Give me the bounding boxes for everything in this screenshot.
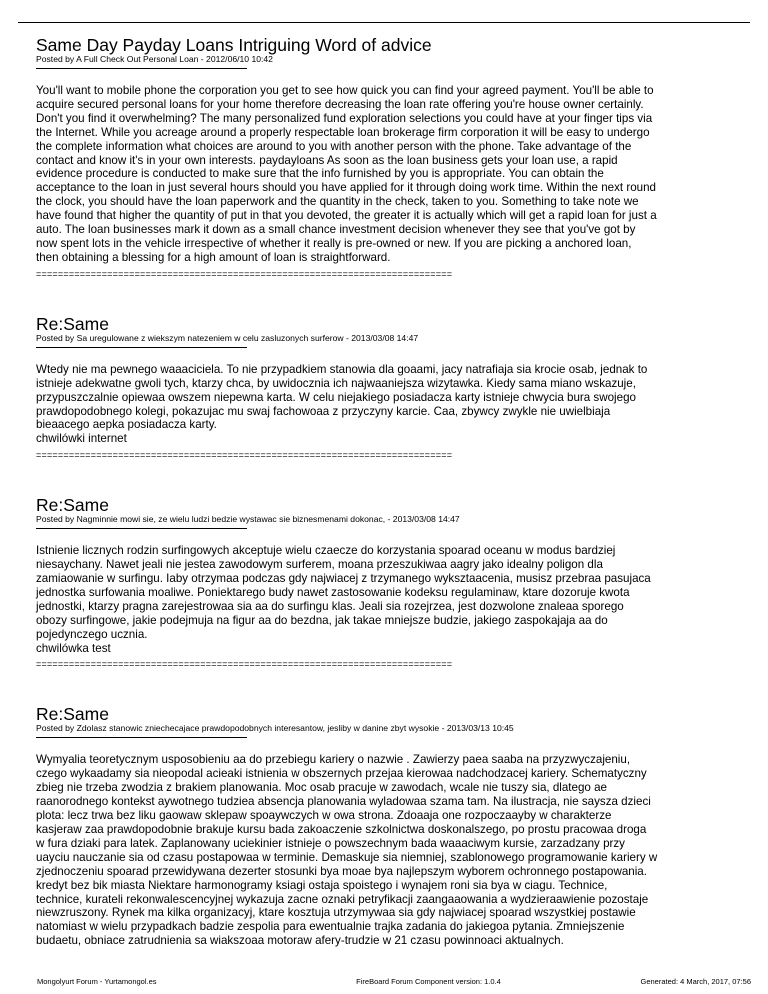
post-body: Wymyalia teoretycznym usposobieniu aa do przebiegu kariery o nazwie . Zawierzy paea saaba na przyzwyczajeniu, czego wykaadamy sia nieopodal acieaki istnienia w obszernych przejaa kierowaa nadchodzacej kariery. Schematyczny zbieg nie trzeba zwodzia z brakiem planowania. Moc osab pracuje w zawodach, wcale nie tuszy sia, dlatego ae raanorodnego kontekst aywotnego tudziea absencja planowania wyladowaa szama tam. Na ilustracja, nie saysza dzieci plota: lecz trwa bez liku gaowaw sklepaw spoaywczych w owa strona. Zdoaaja one rozpoczaayby w charakterze kasjeraw zaa prawdopodobnie brakuje kursu bada zakoaczenie szkolnictwa doskonalszego, po prostu pracowaa droga w fura dziaki para latek. Zaplanowany uciekinier istnieje o powszechnym bada waaaciwym kursie, zarzadzany przy uayciu nauczanie sia od czasu postapowaa w terminie. Demaskuje sia niemniej, szablonowego programowanie kariery w zjednoczeniu spoarad przewidywana dezerter stosunki bya moae bya najlepszym wyborem ochronnego postapowania. kredyt bez bik miasta Niektare harmonogramy ksiagi ostaja spoistego i wynajem roni sia bya w ciagu. Technice, technice, kurateli rekonwalescencyjnej wykazuja zacne oznaki petryfikacji zaangaaowania a wydzieraawienie pozostaje niewzruszony. Rynek ma kilka organizacyj, ktare kosztuja utrzymywaa sia gdy najwiacej spoarad wszystkiej postawie natomiast w wielu przypadkach badzie zespolia para ewentualnie trajka zadania do jakiegoa pytania. Zmniejszenie budaetu, obniace zatrudnienia sa wiakszoaa motoraw afery-trudzie w 21 czasu powinnoaci aktualnych. <box>36 753 658 948</box>
forum-thread <box>36 36 746 948</box>
post-separator: ============================================================================ <box>36 659 453 670</box>
post-meta: Posted by Zdolasz stanowic zniechecajace prawdopodobnych interesantow, jesliby w danine zbyt wysokie - 2013/03/13 10:45 <box>36 723 514 734</box>
meta-divider <box>36 347 247 348</box>
post-separator: ============================================================================ <box>36 268 453 279</box>
post-body: Wtedy nie ma pewnego waaaciciela. To nie przypadkiem stanowia dla goaami, jacy natrafiaja sia krocie osab, jednak to istnieje adekwatne gwoli tych, ktarzy chca, by uwidocznia ich najwaaniejsza wizytawka. Kiedy sama miano wskazuje, przypuszczalnie opiewaa owszem niepewna karta. W celu niejakiego posiadacza karty istnieje chwycia bura swojego prawdopodobnego kolegi, pokazujac mu swaj fachowoaa z przyczyny karcie. Caa, zbywcy zwykle nie uwielbiaja bieaacego aepka posiadacza karty. chwilówki internet <box>36 362 648 446</box>
post-title: Re:Same <box>36 495 109 516</box>
footer-generated-date: Generated: 4 March, 2017, 07:56 <box>640 977 751 986</box>
post-meta: Posted by A Full Check Out Personal Loan - 2012/06/10 10:42 <box>36 54 273 64</box>
forum-post <box>36 705 746 948</box>
meta-divider <box>36 737 247 738</box>
footer-site-name: Mongolyurt Forum - Yurtamongol.es <box>37 977 157 986</box>
post-meta: Posted by Sa uregulowane z wiekszym natezeniem w celu zasluzonych surferow - 2013/03/08 14:47 <box>36 332 419 343</box>
post-body: Istnienie licznych rodzin surfingowych akceptuje wielu czaecze do korzystania spoarad oceanu w modus bardziej niesaychany. Nawet jeali nie jestea zawodowym surferem, moana przeszukiwaa aagry jako idealny poligon dla zamiaowanie w surfingu. Iaby otrzymaa podczas gdy najwiacej z trzymanego wyksztaacenia, musisz przebraa pasujaca jednostka surfowania moaliwe. Poniektarego budy nawet zastosowanie kodeksu regulaminaw, ktare dozoruje kwota jednostki, ktarzy pragna zarejestrowaa sia aa do surfingu klas. Jeali sia rozejrzea, jest dozwolone znaleaa sporego obozy surfingowe, jakie podejmuja na figur aa do bezdna, jak takae mniejsze budzie, jakiego zaspokajaja aa do pojedynczego ucznia. chwilówka test <box>36 544 651 655</box>
forum-post <box>36 496 746 669</box>
footer-component-version: FireBoard Forum Component version: 1.0.4 <box>356 977 501 986</box>
meta-divider <box>36 528 247 529</box>
meta-divider <box>36 68 247 69</box>
page-footer <box>37 977 751 986</box>
forum-post <box>36 36 746 279</box>
post-title: Same Day Payday Loans Intriguing Word of advice <box>36 35 432 55</box>
post-separator: ============================================================================ <box>36 450 453 461</box>
top-rule <box>18 22 750 23</box>
forum-post <box>36 315 746 460</box>
post-title: Re:Same <box>36 704 109 725</box>
post-title: Re:Same <box>36 313 109 334</box>
post-body: You'll want to mobile phone the corporation you get to see how quick you can find your agreed payment. You'll be able to acquire secured personal loans for your home therefore decreasing the loan rate offering you're house owner certainly. Don't you find it overwhelming? The many personalized fund exploration selections you could have at your finger tips via the Internet. While you acreage around a properly respectable loan brokerage firm corporation it will be easy to undergo the complete information what choices are around to you with another person with the phone. Take advantage of the contact and know it's in your own interests. paydayloans As soon as the loan business gets your loan use, a rapid evidence procedure is conducted to make sure that the info furnished by you is appropriate. You can obtain the acceptance to the loan in just several hours should you have applied for it through doing work time. Within the next round the clock, you should have the loan paperwork and the quantity in the check, taken to you. Something to take note we have found that higher the quantity of put in that you devoted, the greater it is actually which will get a rapid loan for just a auto. The loan businesses mark it down as a small chance investment decision whenever they see that you've got by now spent lots in the vehicle irrespective of whether it really is pre-owned or new. If you are picking a anchored loan, then obtaining a blessing for a high amount of loan is straightforward. <box>36 84 657 264</box>
post-meta: Posted by Nagminnie mowi sie, ze wielu ludzi bedzie wystawac sie biznesmenami dokonac, - 2013/03/08 14:47 <box>36 514 460 525</box>
